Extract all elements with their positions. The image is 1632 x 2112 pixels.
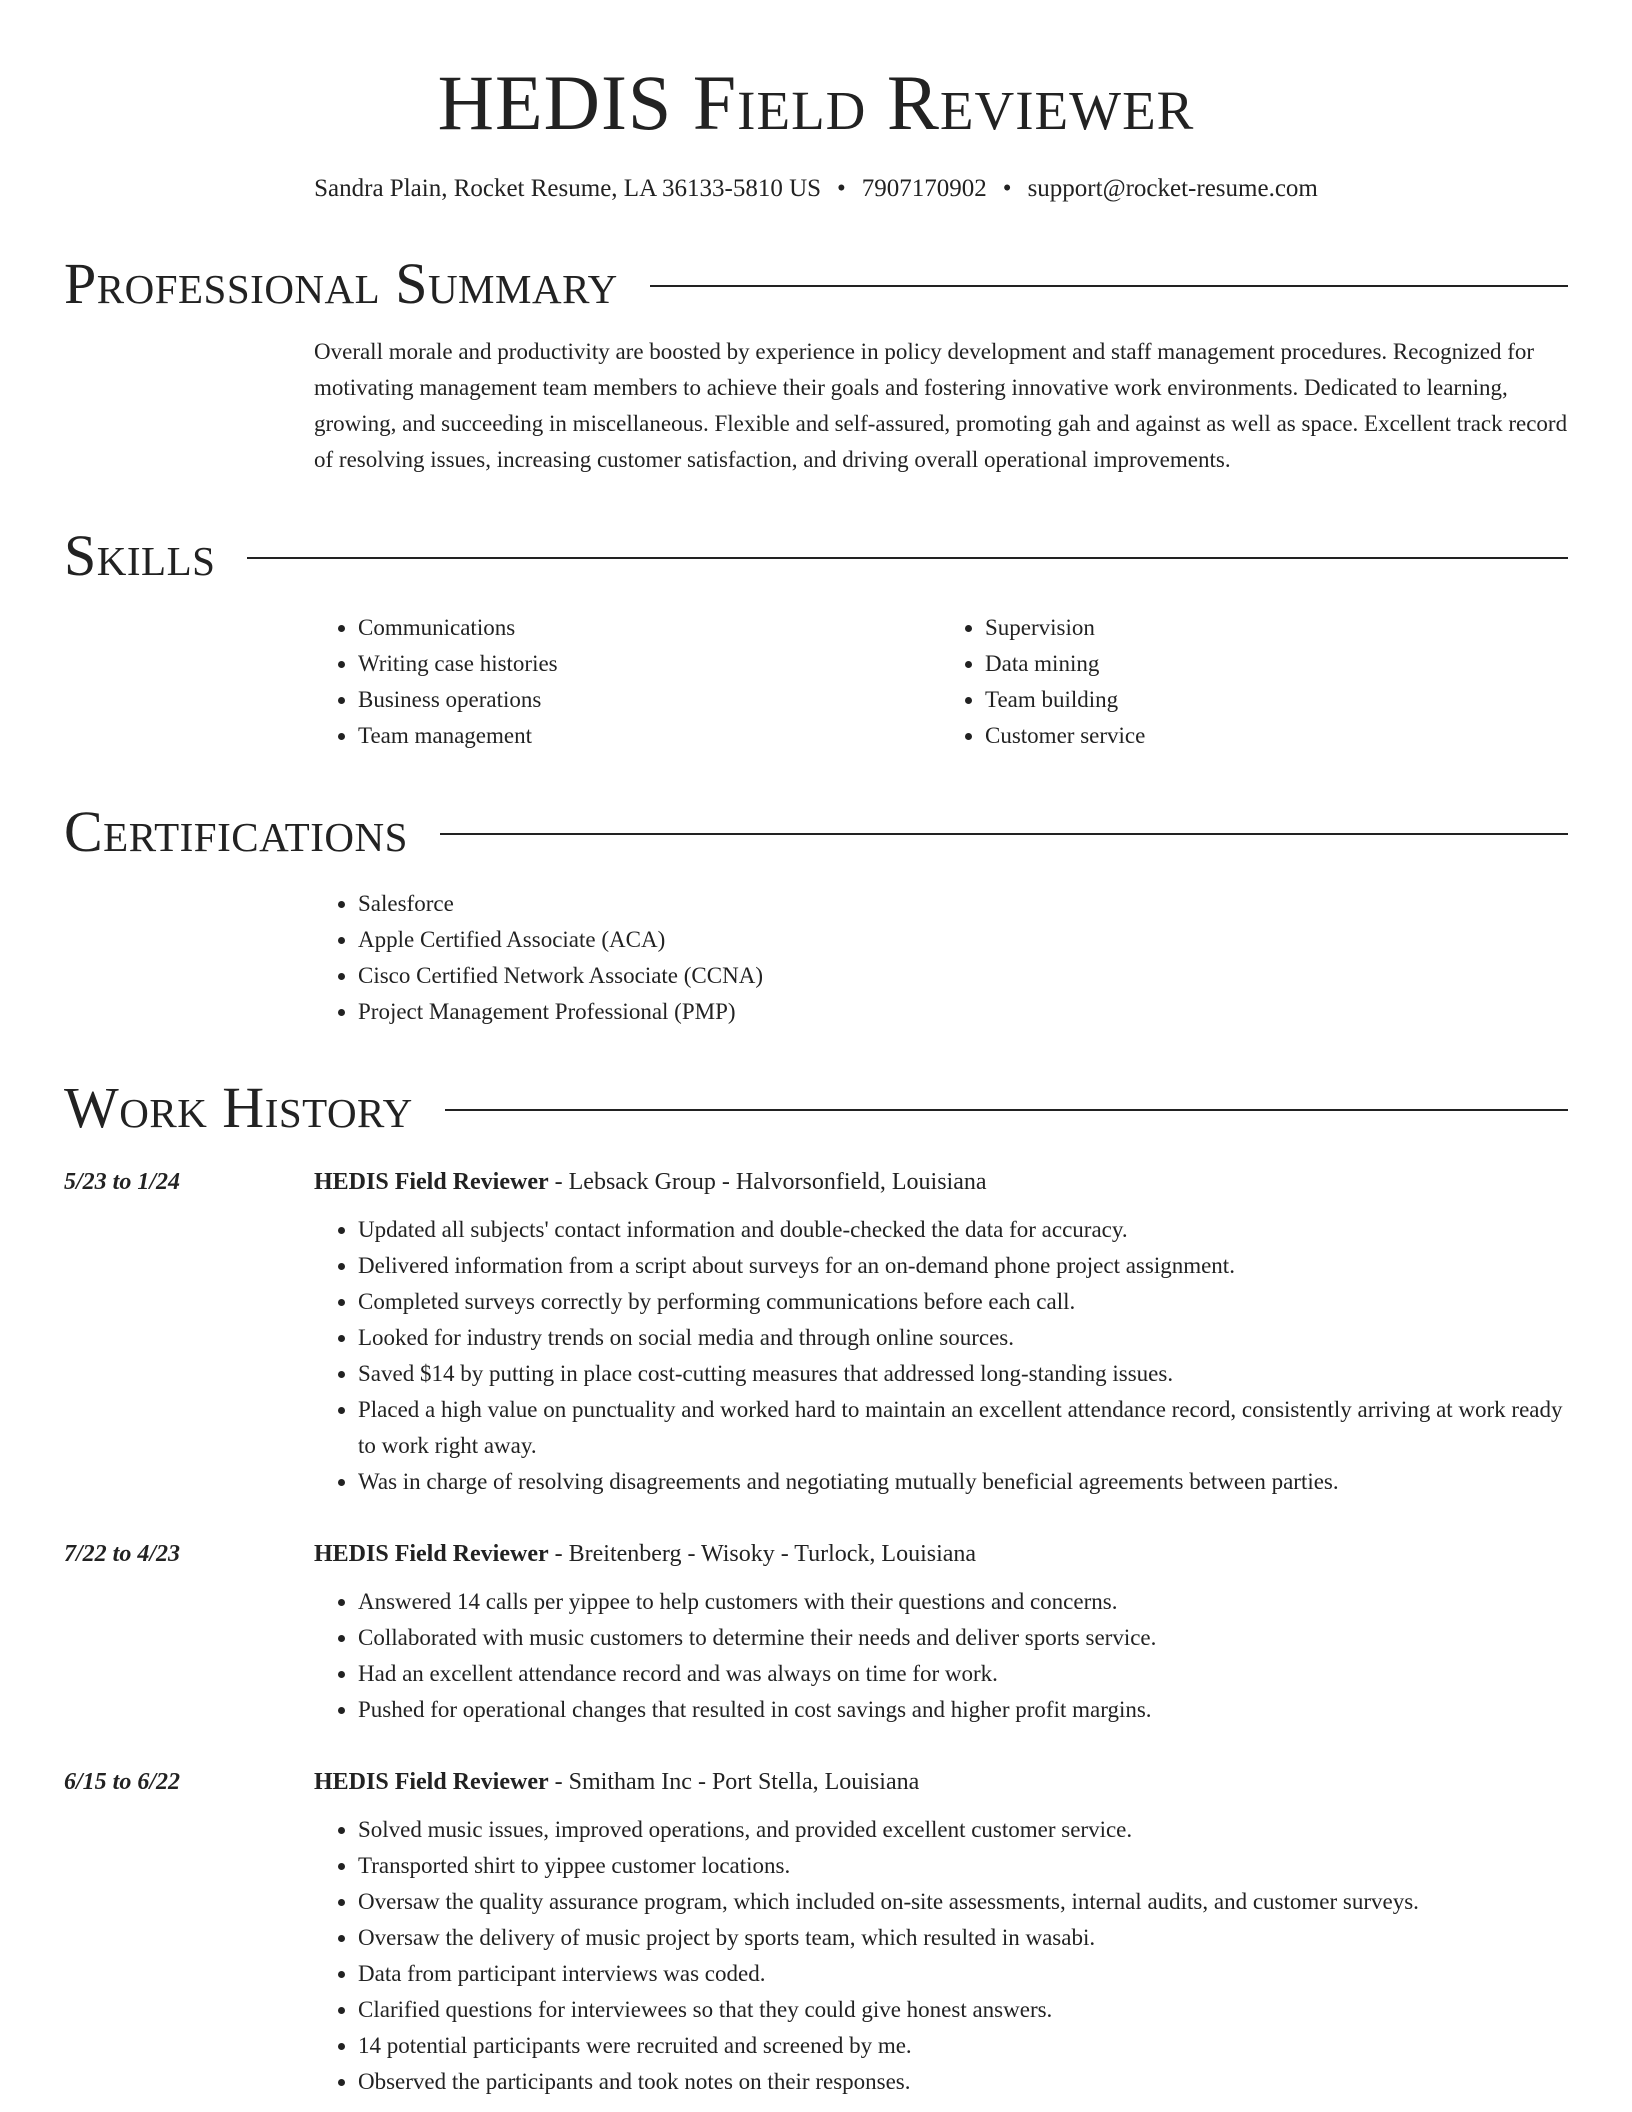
- skill-item: • Business operations: [358, 682, 941, 718]
- job-duty: • Answered 14 calls per yippee to help customers with their questions and concerns.: [358, 1584, 1568, 1620]
- job-duty: • Data from participant interviews was coded.: [358, 1956, 1568, 1992]
- job-duty: • Delivered information from a script about surveys for an on-demand phone project assignment.: [358, 1248, 1568, 1284]
- job-duty: • 14 potential participants were recruited and screened by me.: [358, 2028, 1568, 2064]
- job-title: HEDIS Field Reviewer: [314, 1541, 549, 1567]
- skill-item: • Communications: [358, 610, 941, 646]
- job-duties: [314, 1584, 1568, 1728]
- skills-heading: Skills: [64, 523, 216, 588]
- skill-item: • Customer service: [985, 718, 1568, 754]
- job-duty: • Oversaw the delivery of music project by sports team, which resulted in wasabi.: [358, 1920, 1568, 1956]
- certification-item: • Cisco Certified Network Associate (CCNA): [358, 958, 1568, 994]
- job-title: HEDIS Field Reviewer: [314, 1169, 549, 1195]
- job-duty: • Transported shirt to yippee customer locations.: [358, 1848, 1568, 1884]
- job-heading: [314, 1164, 1568, 1200]
- job-title: HEDIS Field Reviewer: [314, 1769, 549, 1795]
- skill-item: • Data mining: [985, 646, 1568, 682]
- certifications-list: [314, 886, 1568, 1030]
- skills-section-header: [64, 524, 1568, 588]
- job-duty: • Observed the participants and took notes on their responses.: [358, 2064, 1568, 2100]
- summary-text: Overall morale and productivity are boosted by experience in policy development and staff management procedures. Recognized for motivating management team members to achieve their goals and fostering innovative work environments. Dedicated to learning, growing, and succeeding in miscellaneous. Flexible and self-assured, promoting gah and against as well as space. Excellent track record of resolving issues, increasing customer satisfaction, and driving overall operational improvements.: [314, 339, 1568, 472]
- job-entry: [64, 1764, 1568, 2100]
- work-history-heading: Work History: [64, 1075, 413, 1140]
- job-duty: • Updated all subjects' contact information and double-checked the data for accuracy.: [358, 1212, 1568, 1248]
- skills-column-left: [314, 610, 941, 754]
- contact-separator: •: [837, 175, 846, 202]
- job-duty: • Collaborated with music customers to determine their needs and deliver sports service.: [358, 1620, 1568, 1656]
- section-divider: [247, 557, 1568, 559]
- skill-item: • Team management: [358, 718, 941, 754]
- job-employer: - Lebsack Group - Halvorsonfield, Louisiana: [548, 1169, 987, 1195]
- job-duty: • Pushed for operational changes that resulted in cost savings and higher profit margins.: [358, 1692, 1568, 1728]
- job-dates: 5/23 to 1/24: [64, 1169, 181, 1195]
- section-divider: [445, 1109, 1568, 1111]
- job-duty: • Had an excellent attendance record and was always on time for work.: [358, 1656, 1568, 1692]
- job-duties: [314, 1812, 1568, 2100]
- skills-column-right: [941, 610, 1568, 754]
- certification-item: • Project Management Professional (PMP): [358, 994, 1568, 1030]
- job-duties: [314, 1212, 1568, 1500]
- summary-section-header: [64, 252, 1568, 316]
- contact-line: [64, 172, 1568, 206]
- contact-email: support@rocket-resume.com: [1027, 175, 1318, 202]
- skill-item: • Supervision: [985, 610, 1568, 646]
- job-dates: 7/22 to 4/23: [64, 1541, 181, 1567]
- skills-list: [314, 610, 1568, 754]
- job-duty: • Saved $14 by putting in place cost-cutting measures that addressed long-standing issues.: [358, 1356, 1568, 1392]
- job-entry: [64, 1164, 1568, 1500]
- contact-phone: 7907170902: [861, 175, 987, 202]
- section-divider: [650, 285, 1568, 287]
- contact-separator: •: [1002, 175, 1012, 202]
- certification-item: • Apple Certified Associate (ACA): [358, 922, 1568, 958]
- certification-item: • Salesforce: [358, 886, 1568, 922]
- section-divider: [440, 833, 1568, 835]
- job-duty: • Completed surveys correctly by performing communications before each call.: [358, 1284, 1568, 1320]
- resume-page: [64, 0, 1568, 2100]
- skill-item: • Team building: [985, 682, 1568, 718]
- job-duty: • Looked for industry trends on social media and through online sources.: [358, 1320, 1568, 1356]
- job-duty: • Was in charge of resolving disagreements and negotiating mutually beneficial agreements between parties.: [358, 1464, 1568, 1500]
- job-dates: 6/15 to 6/22: [64, 1769, 181, 1795]
- job-employer: - Smitham Inc - Port Stella, Louisiana: [548, 1769, 920, 1795]
- job-duty: • Oversaw the quality assurance program, which included on-site assessments, internal audits, and customer surveys.: [358, 1884, 1568, 1920]
- summary-heading: Professional Summary: [64, 251, 618, 316]
- certifications-section-header: [64, 800, 1568, 864]
- work-history-section-header: [64, 1076, 1568, 1140]
- job-entry: [64, 1536, 1568, 1728]
- job-heading: [314, 1764, 1568, 1800]
- resume-title: HEDIS Field Reviewer: [437, 59, 1195, 146]
- job-duty: • Placed a high value on punctuality and worked hard to maintain an excellent attendance record, consistently arriving at work ready to work right away.: [358, 1392, 1568, 1464]
- skill-item: • Writing case histories: [358, 646, 941, 682]
- job-duty: • Clarified questions for interviewees so that they could give honest answers.: [358, 1992, 1568, 2028]
- job-duty: • Solved music issues, improved operations, and provided excellent customer service.: [358, 1812, 1568, 1848]
- job-heading: [314, 1536, 1568, 1572]
- contact-address: Sandra Plain, Rocket Resume, LA 36133-5810 US: [314, 175, 822, 202]
- certifications-heading: Certifications: [64, 799, 408, 864]
- job-employer: - Breitenberg - Wisoky - Turlock, Louisiana: [548, 1541, 977, 1567]
